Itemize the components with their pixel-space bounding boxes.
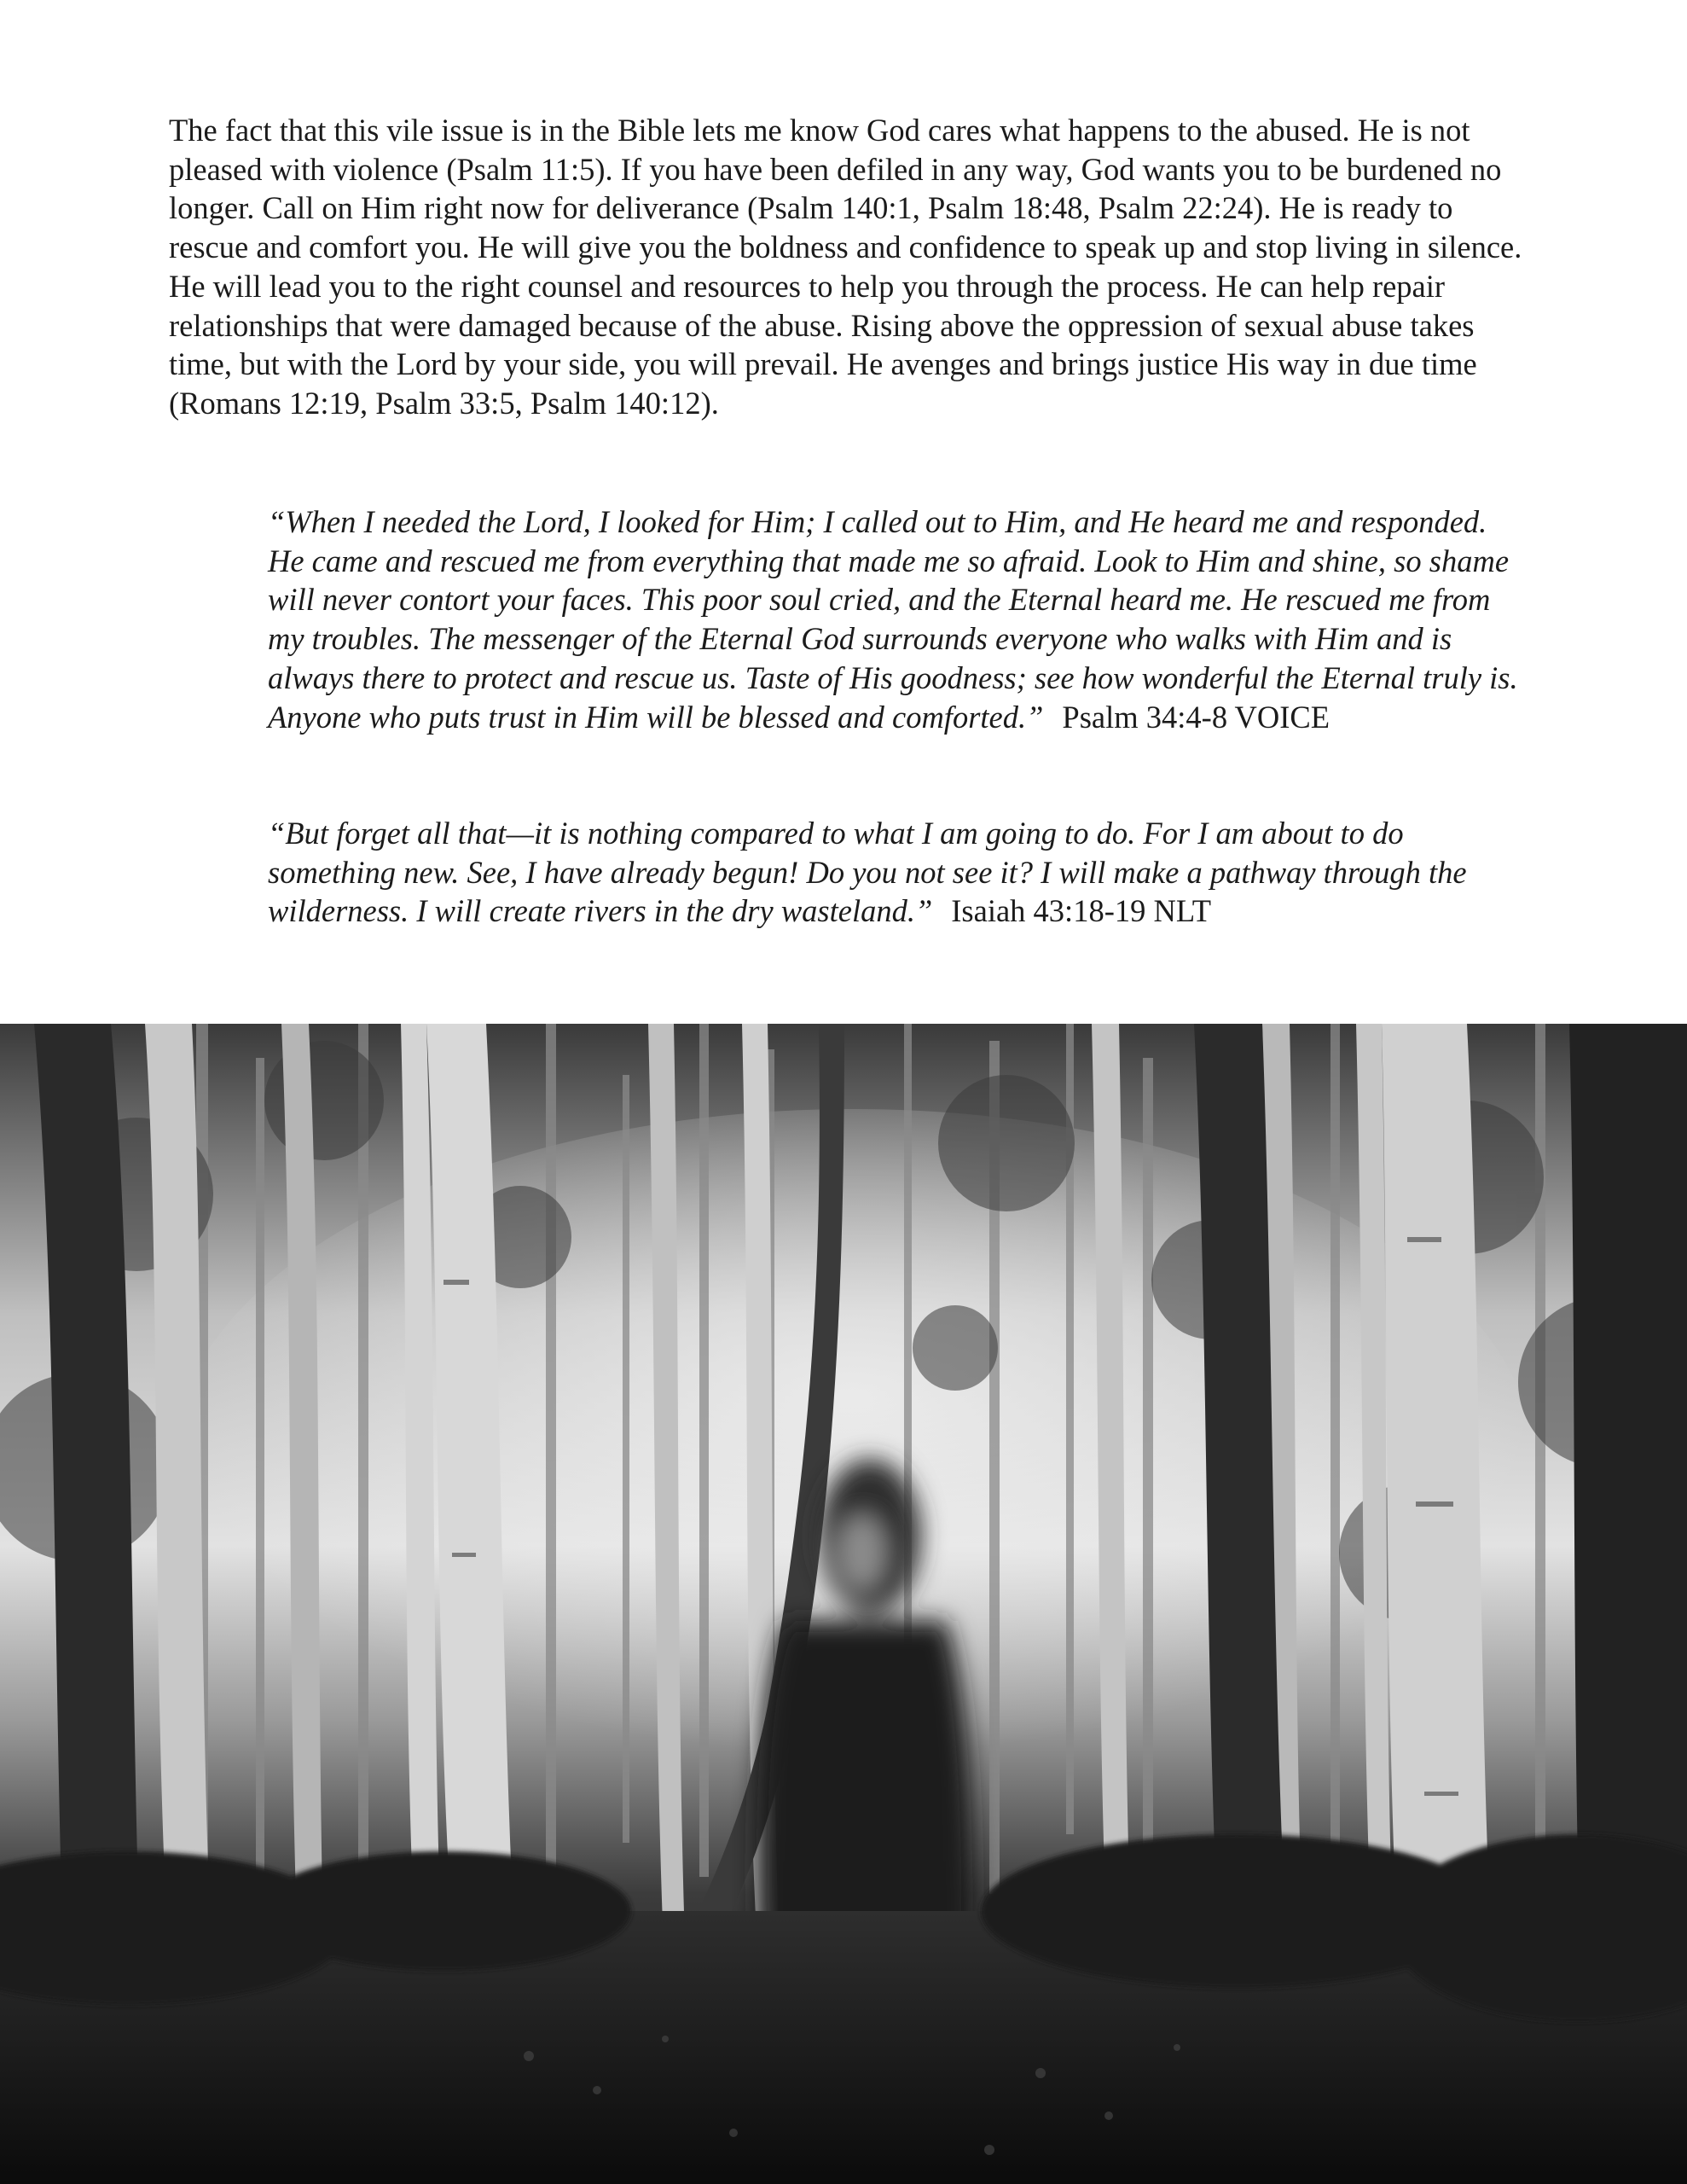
quote-text: “When I needed the Lord, I looked for Him; I called out to Him, and He heard me and responded. He came and rescued me from everything that made me so afraid. Look to Him and shine, so shame will never contort your faces. This poor soul cried, and the Eternal heard me. He rescued me from my troubles. The messenger of the Eternal God surrounds everyone who walks with Him and is always there to protect and rescue us. Taste of His goodness; see how wonderful the Eternal truly is. Anyone who puts trust in Him will be blessed and comforted.”	[268, 504, 1518, 735]
scripture-quote-psalm	[268, 502, 1530, 736]
quote-reference: Isaiah 43:18-19 NLT	[951, 893, 1212, 929]
forest-photo	[0, 1024, 1687, 2184]
scripture-quote-isaiah	[268, 814, 1530, 931]
quote-text: “But forget all that—it is nothing compared to what I am going to do. For I am about to do something new. See, I have already begun! Do you not see it? I will make a pathway through the wilderness. I will create rivers in the dry wasteland.”	[268, 816, 1467, 929]
body-paragraph: The fact that this vile issue is in the Bible lets me know God cares what happens to the abused. He is not pleased with violence (Psalm 11:5). If you have been defiled in any way, God wants you to be burdened no longer. Call on Him right now for deliverance (Psalm 140:1, Psalm 18:48, Psalm 22:24). He is ready to rescue and comfort you. He will give you the boldness and confidence to speak up and stop living in silence. He will lead you to the right counsel and resources to help you through the process. He can help repair relationships that were damaged because of the abuse. Rising above the oppression of sexual abuse takes time, but with the Lord by your side, you will prevail. He avenges and brings justice His way in due time (Romans 12:19, Psalm 33:5, Psalm 140:12).	[169, 113, 1522, 421]
quote-reference: Psalm 34:4-8 VOICE	[1062, 699, 1330, 735]
